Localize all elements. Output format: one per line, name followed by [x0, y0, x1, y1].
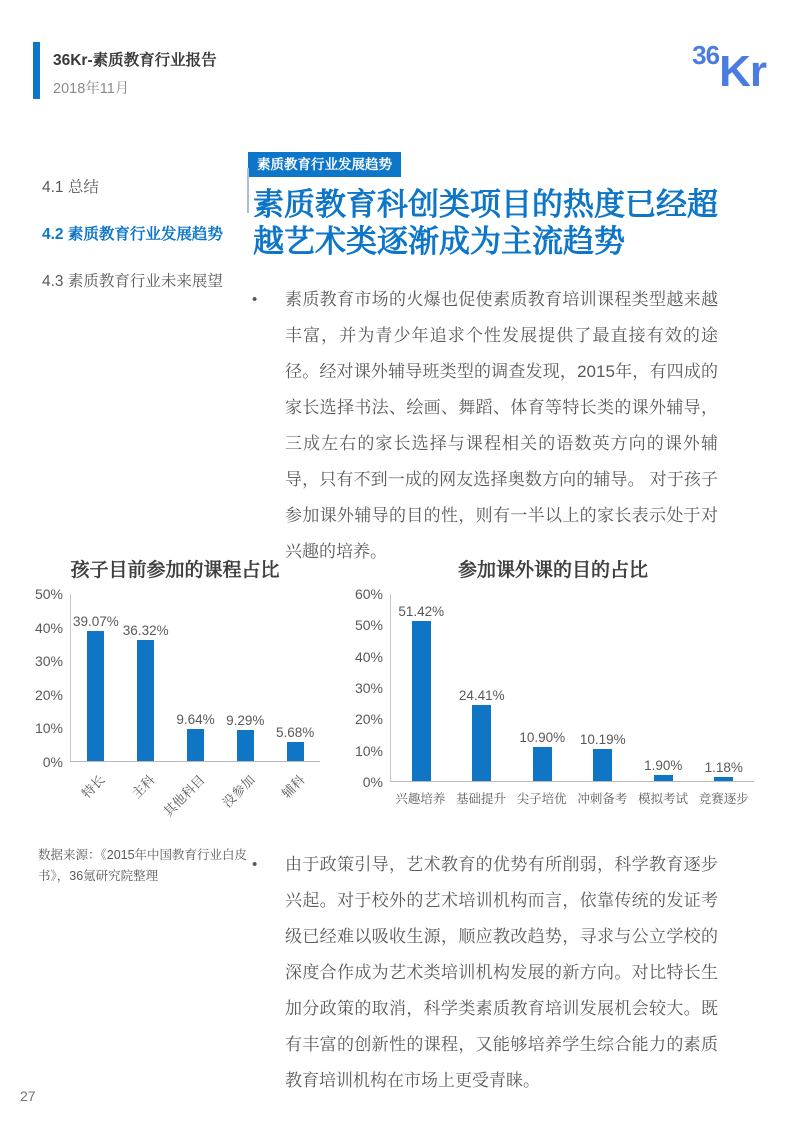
- chart-class-purpose: [352, 555, 754, 807]
- chart-2-plot: [390, 594, 754, 782]
- toc-sidebar: [42, 164, 242, 305]
- bar-slot: [573, 594, 634, 781]
- bar-竞赛逐步: [714, 777, 733, 781]
- y-tick-label: 0%: [42, 754, 63, 770]
- paragraph-2-text: 由于政策引导，艺术教育的优势有所削弱，科学教育逐步兴起。对于校外的艺术培训机构而言，依靠传统的发证考级已经难以吸收生源，顺应教改趋势，寻求与公立学校的深度合作成为艺术类培训机构发展的新方向。对比特长生加分政策的取消，科学类素质教育培训发展机会较大。既有丰富的创新性的课程，又能够培养学生综合能力的素质教育培训机构在市场上更受青睐。: [285, 855, 718, 1090]
- sidebar-item-4-3[interactable]: 4.3 素质教育行业未来展望: [42, 273, 223, 290]
- bar-value-label: 39.07%: [73, 613, 119, 629]
- y-tick-label: 40%: [34, 619, 63, 636]
- sidebar-item-4-2[interactable]: 4.2 素质教育行业发展趋势: [42, 226, 223, 243]
- section-tag: 素质教育行业发展趋势: [248, 152, 401, 177]
- category-label: 基础提升: [456, 792, 507, 806]
- chart-1-category-axis: [70, 762, 320, 826]
- y-tick-label: 10%: [34, 720, 63, 737]
- y-tick-label: 50%: [354, 617, 383, 634]
- category-label: 主科: [128, 772, 158, 802]
- bar-模拟考试: [654, 775, 673, 781]
- y-tick-label: 50%: [34, 586, 63, 602]
- sidebar-item-4-1[interactable]: 4.1 总结: [42, 179, 99, 196]
- paragraph-1-text: 素质教育市场的火爆也促使素质教育培训课程类型越来越丰富，并为青少年追求个性发展提供了最直接有效的途径。经对课外辅导班类型的调查发现，2015年，有四成的家长选择书法、绘画、舞蹈、体育等特长类的课外辅导，三成左右的家长选择与课程相关的语数英方向的课外辅导，只有不到一成的网友选择奥数方向的辅导。 对于孩子参加课外辅导的目的性，则有一半以上的家长表示处于对兴趣的培养。: [285, 290, 718, 561]
- bar-兴趣培养: [412, 621, 431, 781]
- y-tick-label: 30%: [34, 653, 63, 670]
- 36kr-logo: [692, 40, 766, 97]
- bar-slot: [391, 594, 452, 781]
- bar-辅科: [287, 742, 304, 761]
- y-tick-label: 10%: [354, 742, 383, 759]
- bar-value-label: 9.64%: [176, 711, 215, 727]
- y-tick-label: 40%: [354, 648, 383, 665]
- category-label: 尖子培优: [516, 792, 567, 806]
- category-label: 兴趣培养: [395, 792, 446, 806]
- chart-1-title: 孩子目前参加的课程占比: [70, 560, 280, 581]
- bar-slot: [633, 594, 694, 781]
- bar-value-label: 9.29%: [226, 712, 265, 728]
- bullet-icon: •: [252, 291, 258, 308]
- category-label: 冲刺备考: [577, 792, 628, 806]
- logo-36-text: 36: [692, 40, 720, 70]
- bar-slot: [71, 594, 121, 761]
- category-label: 模拟考试: [638, 792, 689, 806]
- chart-2-title: 参加课外课的目的占比: [457, 560, 648, 581]
- bar-slot: [171, 594, 221, 761]
- bar-value-label: 36.32%: [122, 622, 169, 638]
- chart-2-y-axis: [352, 586, 390, 790]
- paragraph-2: [252, 847, 718, 1099]
- page-number: 27: [20, 1088, 36, 1104]
- bar-slot: [121, 594, 171, 761]
- bar-尖子培优: [533, 747, 552, 781]
- bar-value-label: 1.90%: [644, 758, 683, 774]
- chart-1-plot: [70, 594, 320, 762]
- bar-slot: [220, 594, 270, 761]
- y-tick-label: 0%: [362, 774, 383, 790]
- category-label: 其他科目: [160, 772, 208, 820]
- bar-value-label: 1.18%: [704, 760, 743, 776]
- header-accent-bar: [33, 42, 40, 99]
- bar-value-label: 51.42%: [398, 603, 445, 619]
- bar-slot: [270, 594, 320, 761]
- paragraph-1: [252, 282, 718, 570]
- category-label: 竞赛逐步: [698, 792, 749, 806]
- category-label: 特长: [78, 772, 108, 802]
- chart-1-y-axis: [30, 586, 70, 770]
- report-title: 36Kr-素质教育行业报告: [53, 52, 217, 69]
- bar-slot: [452, 594, 513, 781]
- chart-course-participation: [30, 555, 320, 826]
- chart-2-category-axis: [390, 782, 754, 807]
- data-source-note: 数据来源：《2015年中国教育行业白皮书》，36氪研究院整理: [38, 848, 248, 883]
- bar-slot: [512, 594, 573, 781]
- y-tick-label: 20%: [354, 711, 383, 728]
- bar-其他科目: [187, 729, 204, 761]
- y-tick-label: 20%: [34, 686, 63, 703]
- y-tick-label: 60%: [354, 586, 383, 602]
- bar-value-label: 10.90%: [519, 730, 566, 746]
- bar-slot: [694, 594, 755, 781]
- bar-value-label: 5.68%: [275, 725, 315, 741]
- tag-connector-line: [247, 168, 249, 213]
- category-label: 辅科: [278, 772, 308, 802]
- bullet-icon: •: [252, 856, 258, 873]
- section-title: 素质教育科创类项目的热度已经超越艺术类逐渐成为主流趋势: [253, 187, 718, 259]
- bar-基础提升: [472, 705, 491, 781]
- bar-没参加: [237, 730, 254, 761]
- bar-主科: [137, 640, 154, 761]
- bar-value-label: 10.19%: [579, 732, 626, 748]
- report-date: 2018年11月: [53, 81, 130, 97]
- bar-value-label: 24.41%: [458, 687, 505, 703]
- category-label: 没参加: [219, 772, 258, 811]
- logo-kr-text: Kr: [719, 47, 766, 96]
- bar-特长: [87, 631, 104, 761]
- bar-冲刺备考: [593, 749, 612, 781]
- y-tick-label: 30%: [354, 680, 383, 696]
